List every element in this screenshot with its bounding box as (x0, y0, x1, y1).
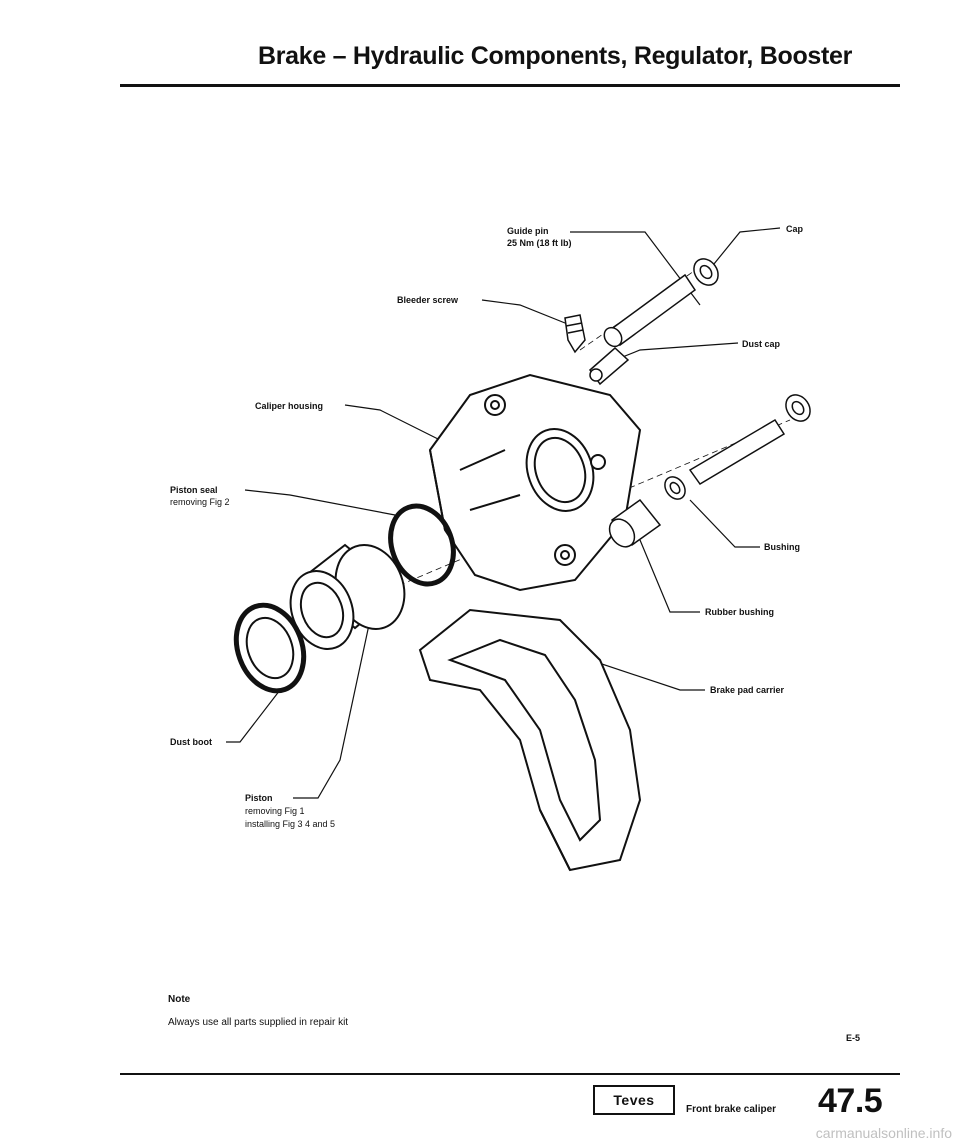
label-bleeder-screw: Bleeder screw (397, 295, 459, 305)
note-text: Always use all parts supplied in repair kit (168, 1017, 349, 1028)
label-caliper-housing: Caliper housing (255, 401, 324, 411)
brand-box (593, 1085, 675, 1115)
brand-label: Teves (613, 1092, 655, 1108)
leader-bushing (690, 500, 760, 547)
label-guide-pin: Guide pin (507, 226, 549, 236)
page-title: Brake – Hydraulic Components, Regulator, Booster (258, 42, 853, 70)
leader-bleeder-screw (482, 300, 570, 325)
label-piston-sub1: removing Fig 1 (245, 806, 305, 816)
cap-lower (781, 390, 815, 426)
caliper-housing-part (430, 375, 640, 590)
leader-piston-seal (245, 490, 395, 515)
label-brake-pad-carrier: Brake pad carrier (710, 685, 785, 695)
label-guide-pin-torque: 25 Nm (18 ft lb) (507, 238, 572, 248)
label-dust-cap: Dust cap (742, 339, 781, 349)
guide-pin-upper (601, 275, 695, 350)
leader-dust-boot (226, 690, 280, 742)
section-label: Front brake caliper (686, 1104, 777, 1115)
note-heading: Note (168, 994, 191, 1005)
label-piston-seal-sub: removing Fig 2 (170, 497, 230, 507)
leader-dust-cap (610, 343, 738, 362)
label-piston: Piston (245, 793, 273, 803)
label-bushing: Bushing (764, 542, 800, 552)
leader-caliper-housing (345, 405, 440, 440)
leader-rubber-bushing (640, 540, 700, 612)
watermark: carmanualsonline.info (815, 1125, 952, 1141)
label-rubber-bushing: Rubber bushing (705, 607, 774, 617)
page-number: 47.5 (818, 1082, 883, 1120)
guide-pin-lower (690, 420, 784, 484)
brake-pad-carrier-part (420, 610, 640, 870)
label-dust-boot: Dust boot (170, 737, 212, 747)
page-reference: E-5 (846, 1033, 861, 1043)
label-piston-sub2: installing Fig 3 4 and 5 (245, 819, 336, 829)
bushing-part (661, 473, 690, 503)
dust-cap-part (590, 348, 628, 384)
bleeder-screw (565, 315, 585, 352)
footer-rule (120, 1073, 900, 1075)
label-piston-seal: Piston seal (170, 485, 218, 495)
label-cap: Cap (786, 224, 804, 234)
